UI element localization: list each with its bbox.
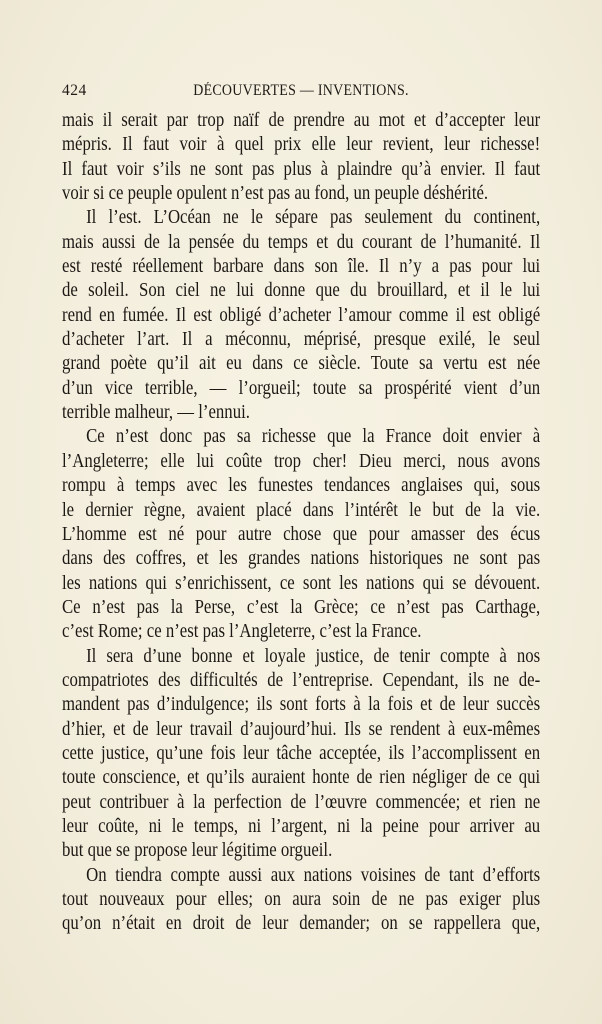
text-line: d’hier, et de leur travail d’aujourd’hui. Ils se rendent à eux-mêmes bbox=[62, 718, 541, 740]
text-line: compatriotes des difficultés de l’entreprise. Cependant, ils ne de- bbox=[62, 669, 541, 691]
text-line: terrible malheur, — l’ennui. bbox=[62, 402, 250, 424]
text-line: but que se propose leur légitime orgueil. bbox=[62, 840, 333, 862]
text-line: peut contribuer à la perfection de l’œuvre commencée; et rien ne bbox=[62, 791, 541, 813]
text-line: rompu à temps avec les funestes tendances anglaises qui, sous bbox=[62, 475, 541, 497]
running-title: DÉCOUVERTES — INVENTIONS. bbox=[193, 82, 409, 99]
text-line: qu’on n’était en droit de leur demander; on se rappellera que, bbox=[62, 913, 541, 935]
text-line: Il faut voir s’ils ne sont pas plus à plaindre qu’à envier. Il faut bbox=[62, 158, 541, 180]
body-text bbox=[62, 109, 540, 937]
text-line: cette justice, qu’une fois leur tâche acceptée, ils l’accomplissent en bbox=[62, 742, 541, 764]
text-line: Il l’est. L’Océan ne le sépare pas seulement du continent, bbox=[86, 207, 541, 229]
text-line: dans des coffres, et les grandes nations historiques ne sont pas bbox=[62, 548, 541, 570]
text-line: de soleil. Son ciel ne lui donne que du brouillard, et il le lui bbox=[62, 280, 541, 302]
text-line: le dernier règne, avaient placé dans l’intérêt le but de la vie. bbox=[62, 499, 541, 521]
text-line: mépris. Il faut voir à quel prix elle leur revient, leur richesse! bbox=[62, 134, 541, 156]
text-line: mandent pas d’indulgence; ils sont forts à la fois et de leur succès bbox=[62, 694, 541, 716]
text-line: L’homme est né pour autre chose que pour amasser des écus bbox=[62, 523, 541, 545]
text-line: Il sera d’une bonne et loyale justice, de tenir compte à nos bbox=[86, 645, 541, 667]
text-line: mais aussi de la pensée du temps et du courant de l’humanité. Il bbox=[62, 231, 541, 253]
text-line: est resté réellement barbare dans son île. Il n’y a pas pour lui bbox=[62, 256, 541, 278]
text-line: voir si ce peuple opulent n’est pas au fond, un peuple déshérité. bbox=[62, 183, 489, 205]
text-line: grand poète qu’il ait eu dans ce siècle. Toute sa vertu est née bbox=[62, 353, 541, 375]
text-line: Ce n’est donc pas sa richesse que la France doit envier à bbox=[86, 426, 541, 448]
page-number: 424 bbox=[62, 82, 87, 99]
text-line: rend en fumée. Il est obligé d’acheter l’amour comme il est obligé bbox=[62, 304, 541, 326]
text-line: leur coûte, ni le temps, ni l’argent, ni la peine pour arriver au bbox=[62, 815, 541, 837]
text-line: Ce n’est pas la Perse, c’est la Grèce; ce n’est pas Carthage, bbox=[62, 596, 541, 618]
text-line: c’est Rome; ce n’est pas l’Angleterre, c’est la France. bbox=[62, 621, 422, 643]
text-line: tout nouveaux pour elles; on aura soin de ne pas exiger plus bbox=[62, 889, 541, 910]
text-line: mais il serait par trop naïf de prendre au mot et d’accepter leur bbox=[62, 110, 541, 131]
text-line: les nations qui s’enrichissent, ce sont les nations qui se dévouent. bbox=[62, 572, 541, 594]
text-line: toute conscience, et qu’ils auraient honte de rien négliger de ce qui bbox=[62, 767, 541, 789]
text-line: On tiendra compte aussi aux nations voisines de tant d’efforts bbox=[86, 864, 541, 886]
text-line: l’Angleterre; elle lui coûte trop cher! Dieu merci, nous avons bbox=[62, 450, 541, 472]
text-line: d’acheter l’art. Il a méconnu, méprisé, presque exilé, le seul bbox=[62, 329, 541, 351]
page-header bbox=[62, 82, 540, 106]
text-line: d’un vice terrible, — l’orgueil; toute sa prospérité vient d’un bbox=[62, 377, 541, 399]
